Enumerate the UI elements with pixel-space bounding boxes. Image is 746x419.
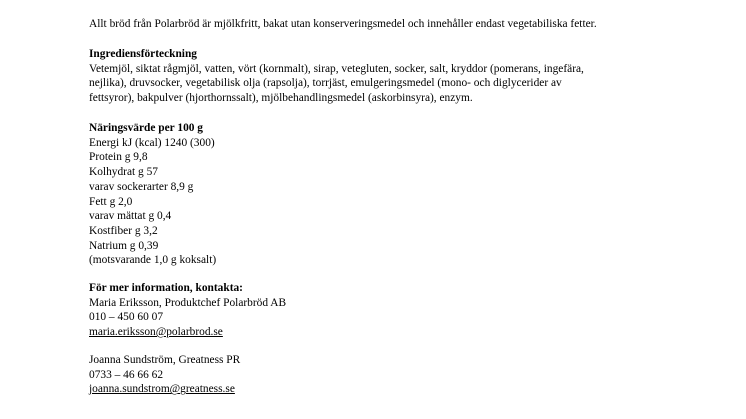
intro-paragraph (89, 17, 709, 32)
contact-phone: 0733 – 46 66 62 (89, 368, 164, 381)
nutrition-protein: Protein g 9,8 (89, 151, 148, 164)
intro-text: Allt bröd från Polarbröd är mjölkfritt, bakat utan konserveringsmedel och innehåller endast vegetabiliska fetter. (89, 18, 597, 30)
contact-email-link[interactable]: maria.eriksson@polarbrod.se (89, 326, 223, 339)
nutrition-saturated-fat: varav mättat g 0,4 (89, 210, 172, 223)
nutrition-heading: Näringsvärde per 100 g (89, 122, 204, 134)
nutrition-salt-equivalent: (motsvarande 1,0 g koksalt) (89, 254, 217, 267)
contact-name: Joanna Sundström, Greatness PR (89, 354, 241, 366)
ingredients-section (89, 47, 709, 106)
ingredients-line: fettsyror), bakpulver (hjorthornssalt), mjölbehandlingsmedel (askorbinsyra), enzym. (89, 92, 473, 105)
nutrition-sugars: varav sockerarter 8,9 g (89, 180, 194, 193)
nutrition-section (89, 121, 709, 268)
contact-section-2 (89, 353, 709, 397)
nutrition-fat: Fett g 2,0 (89, 195, 133, 208)
nutrition-carbohydrate: Kolhydrat g 57 (89, 166, 158, 179)
contact-name: Maria Eriksson, Produktchef Polarbröd AB (89, 296, 287, 309)
contact-phone: 010 – 450 60 07 (89, 311, 164, 324)
contact-heading: För mer information, kontakta: (89, 282, 243, 294)
ingredients-heading: Ingrediensförteckning (89, 48, 198, 60)
contact-email-link[interactable]: joanna.sundstrom@greatness.se (89, 383, 235, 396)
nutrition-fiber: Kostfiber g 3,2 (89, 224, 158, 237)
ingredients-line: nejlika), druvsocker, vegetabilisk olja (rapsolja), torrjäst, emulgeringsmedel (mono- och diglycerider av (89, 77, 562, 90)
nutrition-sodium: Natrium g 0,39 (89, 239, 159, 252)
contact-section (89, 281, 709, 340)
ingredients-line: Vetemjöl, siktat rågmjöl, vatten, vört (kornmalt), sirap, vetegluten, socker, salt, kryddor (pomerans, ingefära, (89, 62, 584, 75)
nutrition-energy: Energi kJ (kcal) 1240 (300) (89, 136, 215, 149)
